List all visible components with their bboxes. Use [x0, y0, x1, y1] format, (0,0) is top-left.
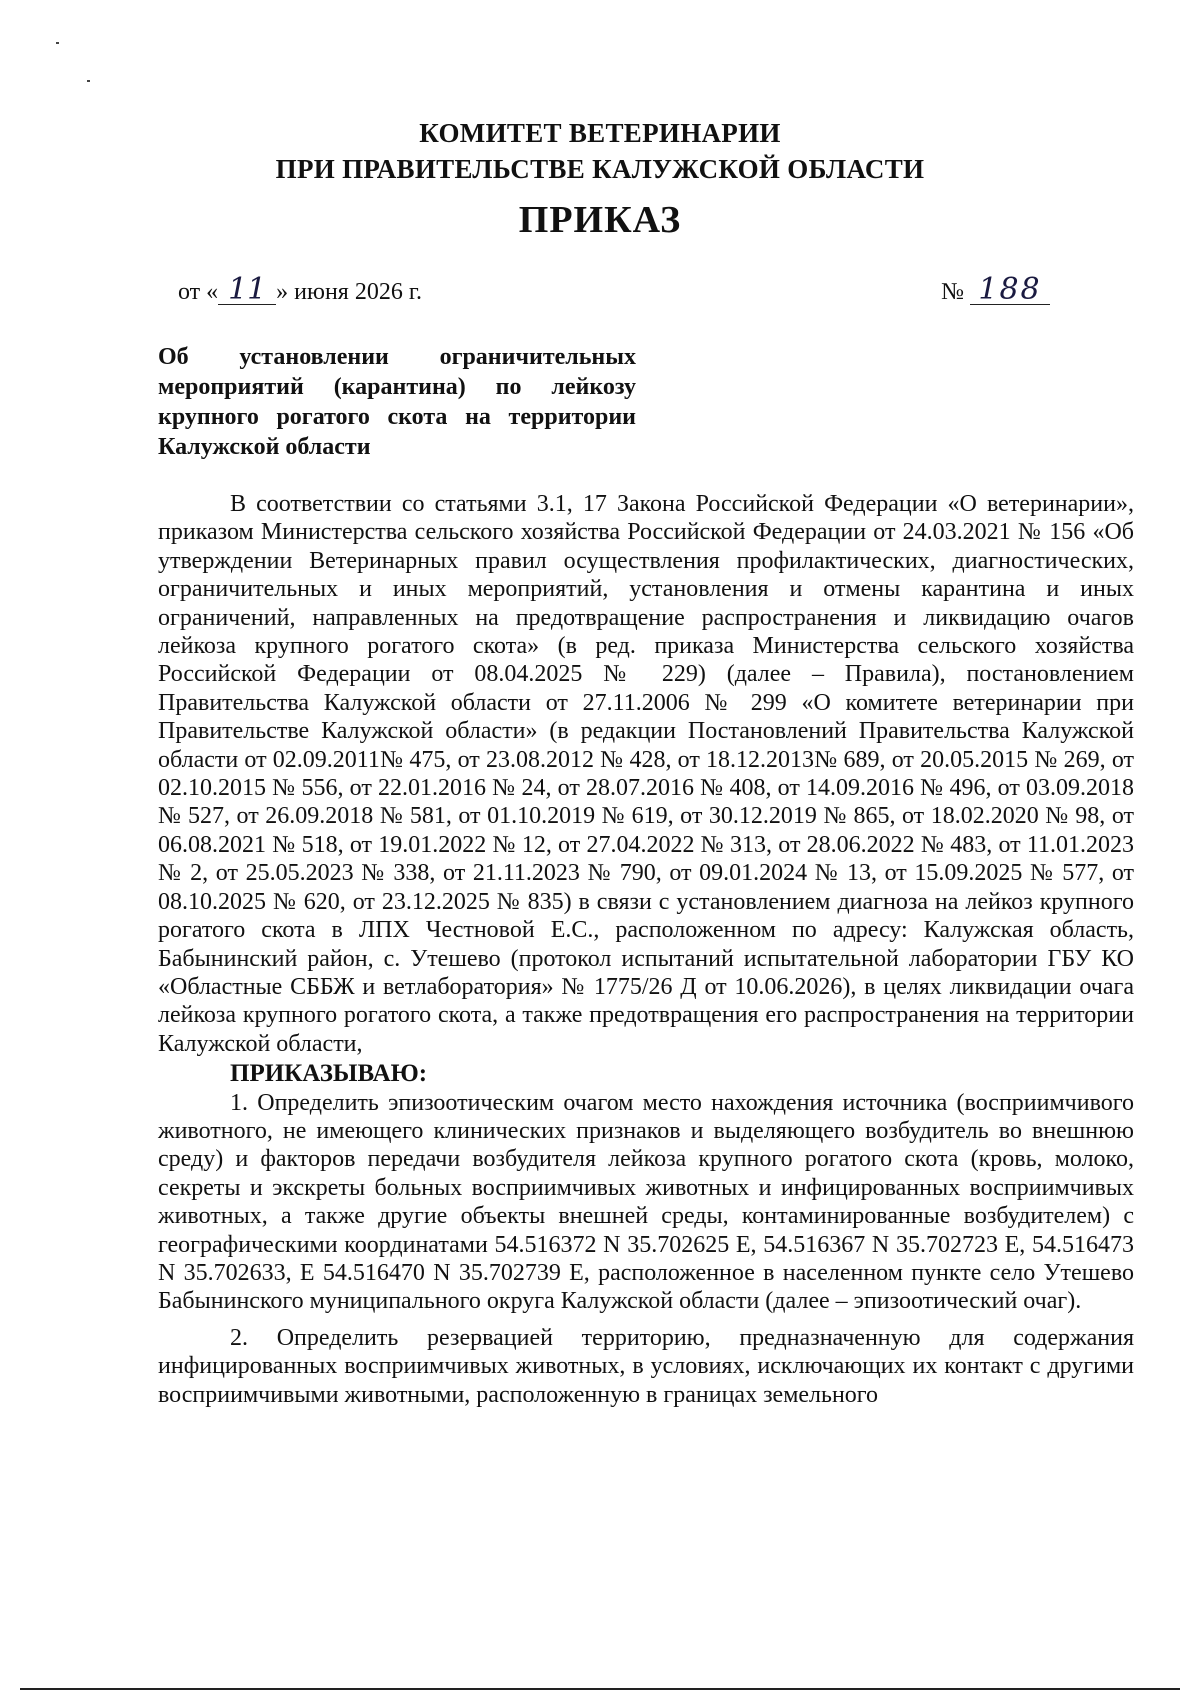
scan-speck	[56, 42, 59, 44]
order-body	[158, 490, 1134, 1409]
date-suffix: » июня 2026 г.	[276, 279, 422, 305]
handwritten-day: 11	[218, 276, 276, 305]
scan-speck	[87, 80, 90, 82]
preamble-paragraph: В соответствии со статьями 3.1, 17 Закона Российской Федерации «О ветеринарии», приказом Министерства сельского хозяйства Российской Федерации от 24.03.2021 № 156 «Об утверждении Ветеринарных правил осуществления профилактических, диагностических, ограничительных и иных мероприятий, установления и отмены карантина и иных ограничений, направленных на предотвращение распространения и ликвидацию очагов лейкоза крупного рогатого скота» (в ред. приказа Министерства сельского хозяйства Российской Федерации от 08.04.2025 № 229) (далее – Правила), постановлением Правительства Калужской области от 27.11.2006 № 299 «О комитете ветеринарии при Правительстве Калужской области» (в редакции Постановлений Правительства Калужской области от 02.09.2011№ 475, от 23.08.2012 № 428, от 18.12.2013№ 689, от 20.05.2015 № 269, от 02.10.2015 № 556, от 22.01.2016 № 24, от 28.07.2016 № 408, от 14.09.2016 № 496, от 03.09.2018 № 527, от 26.09.2018 № 581, от 01.10.2019 № 619, от 30.12.2019 № 865, от 18.02.2020 № 98, от 06.08.2021 № 518, от 19.01.2022 № 12, от 27.04.2022 № 313, от 28.06.2022 № 483, от 11.01.2023 № 2, от 25.05.2023 № 338, от 21.11.2023 № 790, от 09.01.2024 № 13, от 15.09.2025 № 577, от 08.10.2025 № 620, от 23.12.2025 № 835) в связи с установлением диагноза на лейкоз крупного рогатого скота в ЛПХ Честновой Е.С., расположенном по адресу: Калужская область, Бабынинский район, с. Утешево (протокол испытаний испытательной лаборатории ГБУ КО «Областные СББЖ и ветлаборатория» № 1775/26 Д от 10.06.2026), в целях ликвидации очага лейкоза крупного рогатого скота, а также предотвращения его распространения на территории Калужской области,	[158, 491, 1134, 1057]
document-type-title: ПРИКАЗ	[518, 199, 682, 241]
authority-line-2: ПРИ ПРАВИТЕЛЬСТВЕ КАЛУЖСКОЙ ОБЛАСТИ	[275, 154, 925, 184]
issuing-authority	[0, 115, 1200, 187]
date-prefix: от «	[178, 279, 219, 305]
order-item-2: 2. Определить резервацией территорию, предназначенную для содержания инфицированных восприимчивых животных, в условиях, исключающих их контакт с другими восприимчивыми животными, расположенную в границах земельного	[158, 1324, 1134, 1408]
order-heading: ПРИКАЗЫВАЮ:	[230, 1060, 428, 1088]
order-item-1: 1. Определить эпизоотическим очагом место нахождения источника (восприимчивого животного, не имеющего клинических признаков и выделяющего возбудитель во внешнюю среду) и факторов передачи возбудителя лейкоза крупного рогатого скота (кровь, молоко, секреты и экскреты больных восприимчивых животных и инфицированных восприимчивых животных, а также другие объекты внешней среды, контаминированные возбудителем) с географическими координатами 54.516372 N 35.702625 E, 54.516367 N 35.702723 E, 54.516473 N 35.702633, E 54.516470 N 35.702739 E, расположенное в населенном пункте село Утешево Бабынинского муниципального округа Калужской области (далее – эпизоотический очаг).	[158, 1089, 1134, 1315]
order-date	[178, 272, 422, 307]
order-subject: Об установлении ограничительных мероприятий (карантина) по лейкозу крупного рогатого скота на территории Калужской области	[158, 344, 636, 460]
order-number	[941, 272, 1050, 307]
handwritten-number: 188	[970, 276, 1050, 305]
page-edge-line	[20, 1688, 1180, 1690]
number-sign: №	[941, 279, 964, 305]
authority-line-1: КОМИТЕТ ВЕТЕРИНАРИИ	[419, 118, 781, 148]
